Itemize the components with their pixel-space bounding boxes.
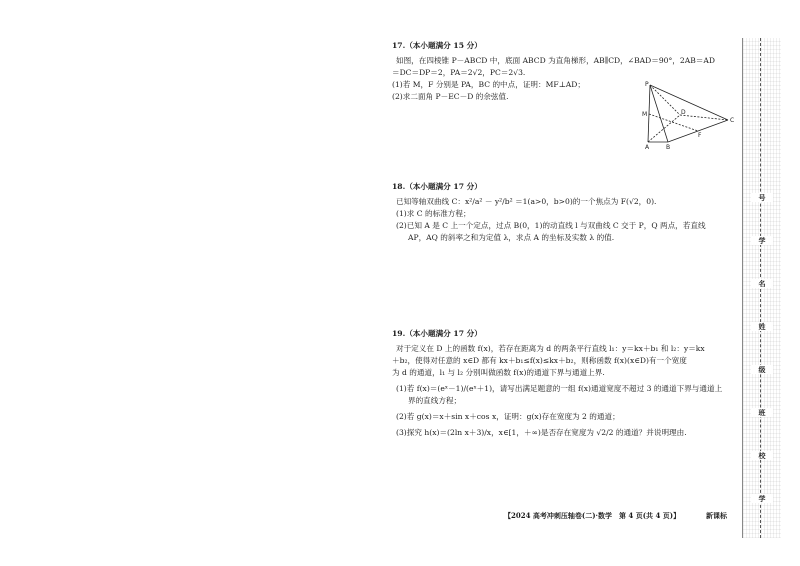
footer-tag: 新课标: [706, 511, 727, 520]
binding-mark: 校: [751, 451, 773, 460]
question-17-line: (2)求二面角 P－EC－D 的余弦值.: [392, 92, 509, 101]
question-19-line: ＋b₂，使得对任意的 x∈D 都有 kx＋b₁≤f(x)≤kx＋b₂，则称函数 f(x)(x∈D)有一个宽度: [392, 356, 687, 365]
question-19-line: 界的直线方程；: [408, 396, 462, 405]
figure-label-a: A: [645, 144, 650, 150]
question-18-line: (1)求 C 的标准方程；: [396, 209, 471, 218]
binding-mark: 号: [751, 193, 773, 202]
question-17-header: 17.（本小题满分 15 分）: [392, 41, 482, 50]
binding-mark: 学: [751, 236, 773, 245]
binding-mark: 级: [751, 365, 773, 374]
figure-label-f: F: [698, 132, 702, 139]
binding-mark: 姓: [751, 322, 773, 331]
page-footer: 【2024 高考冲刺压轴卷(二)·数学 第 4 页(共 4 页)】: [504, 511, 681, 520]
binding-margin: [742, 38, 781, 538]
binding-mark: 班: [751, 408, 773, 417]
question-18-line: (2)已知 A 是 C 上一个定点，过点 B(0，1)的动直线 l 与双曲线 C 交于 P，Q 两点，若直线: [396, 221, 706, 230]
question-19-line: 对于定义在 D 上的函数 f(x)，若存在距离为 d 的两条平行直线 l₁：y＝kx＋b₁ 和 l₂：y＝kx: [396, 344, 705, 353]
figure-label-m: M: [642, 111, 648, 118]
question-18-header: 18.（本小题满分 17 分）: [392, 182, 482, 191]
question-19-header: 19.（本小题满分 17 分）: [392, 329, 482, 338]
question-18: [392, 181, 737, 244]
question-17-line: ＝DC＝DP＝2，PA＝2√2，PC＝2√3.: [392, 68, 526, 77]
question-17-line: (1)若 M，F 分别是 PA，BC 的中点，证明：MF⊥AD；: [392, 80, 585, 89]
binding-mark: 名: [751, 279, 773, 288]
figure-label-p: P: [645, 81, 649, 88]
figure-label-d: D: [681, 109, 686, 116]
question-19: [392, 328, 737, 439]
question-19-line: 为 d 的通道，l₁ 与 l₂ 分别叫做函数 f(x)的通道下界与通道上界.: [392, 368, 605, 377]
question-19-line: (2)若 g(x)＝x＋sin x＋cos x，证明：g(x)存在宽度为 2 的通道；: [396, 412, 620, 421]
figure-label-b: B: [666, 144, 671, 150]
question-18-line: 已知等轴双曲线 C：x²/a² － y²/b² ＝1(a>0，b>0)的一个焦点为 F(√2，0).: [396, 197, 657, 206]
pyramid-figure: [640, 80, 740, 150]
question-19-line: (3)探究 h(x)＝(2ln x＋3)/x，x∈[1，＋∞)是否存在宽度为 √2/2 的通道？并说明理由.: [396, 428, 687, 437]
question-18-line: AP，AQ 的斜率之和为定值 λ，求点 A 的坐标及实数 λ 的值.: [408, 233, 615, 242]
question-19-line: (1)若 f(x)＝(eˣ－1)/(eˣ＋1)，请写出满足题意的一组 f(x)通道宽度不超过 3 的通道下界与通道上: [396, 384, 723, 393]
binding-marks: [751, 193, 773, 537]
figure-label-c: C: [730, 117, 735, 124]
binding-mark: 学: [751, 494, 773, 503]
question-17-line: 如图，在四棱锥 P－ABCD 中，底面 ABCD 为直角梯形，AB∥CD，∠BAD＝90°，2AB＝AD: [396, 56, 715, 65]
